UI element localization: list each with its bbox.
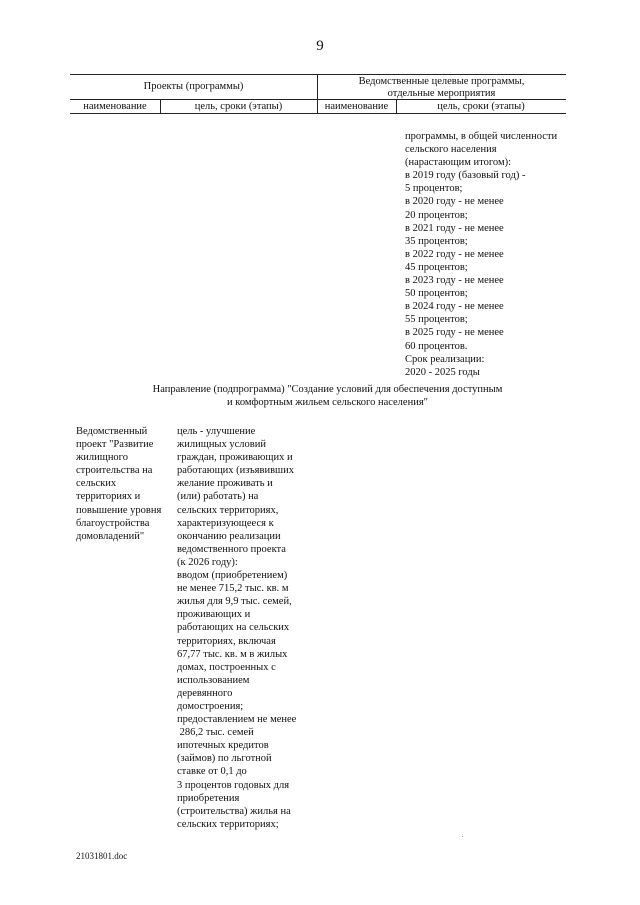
header-projects-group: Проекты (программы) xyxy=(143,81,244,92)
project-name-cell: Ведомственный проект "Развитие жилищного строительства на сельских территориях и повышение уровня благоустройства домовладений" xyxy=(76,426,162,542)
page-number: 9 xyxy=(316,38,324,54)
table-bottom-rule xyxy=(70,113,566,114)
header-departmental-line2: отдельные мероприятия xyxy=(387,88,496,99)
section-heading-line1: Направление (подпрограмма) "Создание условий для обеспечения доступным xyxy=(152,384,503,395)
document-filename: 21031801.doc xyxy=(76,851,128,861)
scan-speck xyxy=(462,836,463,837)
header-departmental-line1: Ведомственные целевые программы, xyxy=(358,76,525,87)
header-col-goal-2: цель, сроки (этапы) xyxy=(437,101,525,112)
departmental-goal-continuation: программы, в общей численности сельского населения (нарастающим итогом): в 2019 году (базовый год) - 5 процентов; в 2020 году - не менее 20 процентов; в 2021 году - не менее 35 процентов; в 2022 году - не менее 45 процентов; в 2023 году - не менее 50 процентов; в 2024 году - не менее 55 процентов; в 2025 году - не менее 60 процентов. Срок реализации: 2020 - 2025 годы xyxy=(405,131,558,378)
section-heading-line2: и комфортным жильем сельского населения" xyxy=(227,397,428,408)
project-goal-cell: цель - улучшение жилищных условий граждан, проживающих и работающих (изъявивших желание проживать и (или) работать) на сельских территориях, характеризующееся к окончанию реализации ведомственного проекта (к 2026 году): вводом (приобретением) не менее 715,2 тыс. кв. м жилья для 9,9 тыс. семей, проживающих и работающих на сельских территориях, включая 67,77 тыс. кв. м в жилых домах, построенных с использованием деревянного домостроения; предоставлением не менее 286,2 тыс. семей ипотечных кредитов (займов) по льготной ставке от 0,1 до 3 процентов годовых для приобретения (строительства) жилья на сельских территориях; xyxy=(177,426,297,830)
header-col-name-1: наименование xyxy=(83,101,147,112)
header-col-name-2: наименование xyxy=(324,101,389,112)
header-col-goal-1: цель, сроки (этапы) xyxy=(194,101,283,112)
